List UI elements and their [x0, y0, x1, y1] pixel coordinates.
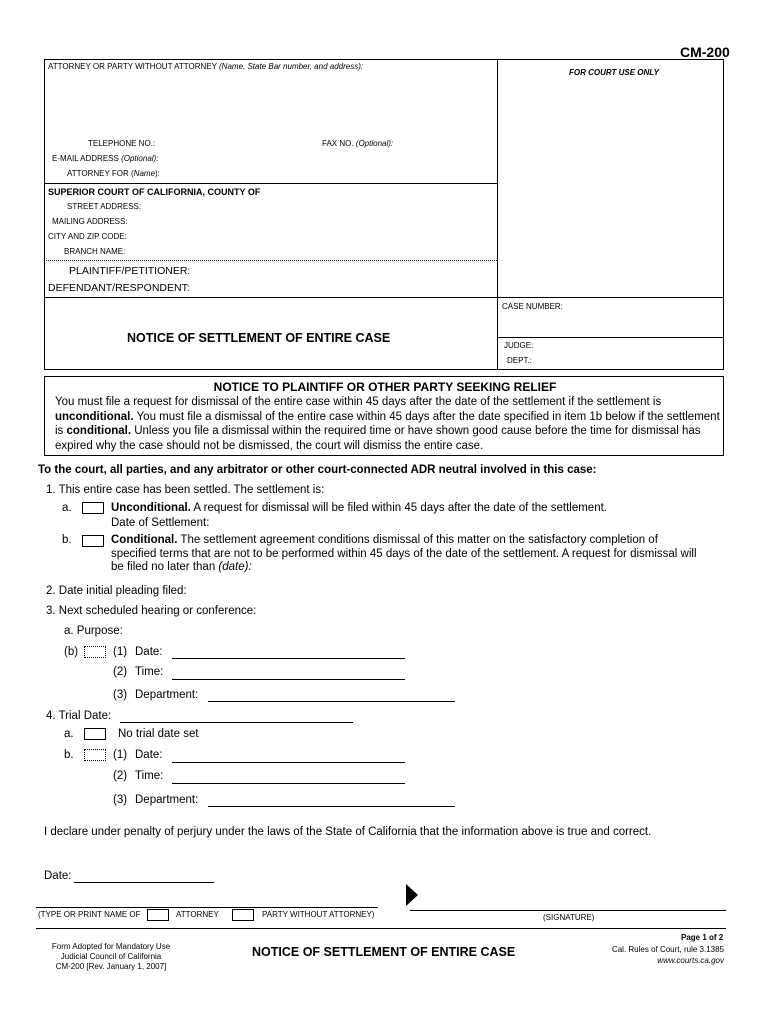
branch-name-label: BRANCH NAME: — [64, 247, 126, 256]
case-number-input[interactable] — [504, 316, 719, 330]
trial-date-detail-input[interactable] — [173, 747, 403, 760]
fax-label: FAX NO. (Optional): — [322, 139, 394, 148]
hearing-time-num: (2) — [113, 666, 128, 678]
date-of-settlement-input[interactable] — [222, 515, 402, 529]
attorney-label: ATTORNEY — [176, 910, 219, 919]
case-title: NOTICE OF SETTLEMENT OF ENTIRE CASE — [127, 331, 391, 345]
party-without-attorney-label: PARTY WITHOUT ATTORNEY) — [262, 910, 375, 919]
party-without-attorney-checkbox[interactable] — [232, 909, 254, 921]
caption-divider — [497, 59, 498, 370]
type-name-label: (TYPE OR PRINT NAME OF — [38, 910, 141, 919]
hearing-dept-input[interactable] — [210, 687, 450, 700]
city-zip-input[interactable] — [140, 229, 490, 241]
hearing-time-label: Time: — [135, 666, 164, 678]
page-number: Page 1 of 2 — [681, 933, 724, 942]
initial-pleading-date-input[interactable] — [200, 583, 450, 597]
date-of-settlement-label: Date of Settlement: — [111, 517, 210, 529]
unconditional-text: Unconditional. A request for dismissal will be filed within 45 days after the date of the settlement. — [111, 502, 607, 514]
item-4b-label: b. — [64, 749, 74, 761]
print-name-input[interactable] — [38, 893, 376, 906]
form-id: CM-200 — [680, 44, 730, 60]
no-trial-date-label: No trial date set — [118, 728, 199, 740]
defendant-label: DEFENDANT/RESPONDENT: — [48, 282, 190, 294]
trial-time-num: (2) — [113, 770, 128, 782]
trial-set-checkbox[interactable] — [84, 749, 106, 761]
dept-label: DEPT.: — [507, 356, 532, 365]
conditional-text: Conditional. The settlement agreement conditions dismissal of this matter on the satisfactory completion of specified terms that are not to be performed within 45 days of the date of the settlement. A request for dismissal will be filed no later than (date): — [111, 534, 697, 573]
item-1a-label: a. — [62, 502, 72, 514]
hearing-date-label: Date: — [135, 646, 163, 658]
item-2: 2. Date initial pleading filed: — [46, 585, 187, 597]
conditional-checkbox[interactable] — [82, 535, 104, 547]
hearing-checkbox[interactable] — [84, 646, 106, 658]
website-link[interactable]: www.courts.ca.gov — [657, 956, 724, 965]
hearing-dept-label: Department: — [135, 689, 199, 701]
footer-rules: Cal. Rules of Court, rule 3.1385 www.courts.ca.gov — [560, 944, 724, 966]
to-court-heading: To the court, all parties, and any arbitrator or other court-connected ADR neutral involved in this case: — [38, 464, 597, 476]
fax-input[interactable] — [396, 136, 491, 148]
hearing-time-input[interactable] — [173, 664, 403, 677]
no-trial-date-checkbox[interactable] — [84, 728, 106, 740]
trial-time-label: Time: — [135, 770, 164, 782]
hearing-dept-num: (3) — [113, 689, 128, 701]
trial-date-num: (1) — [113, 749, 128, 761]
plaintiff-input[interactable] — [200, 263, 490, 276]
street-address-input[interactable] — [140, 199, 490, 211]
telephone-input[interactable] — [158, 136, 308, 148]
judge-label: JUDGE: — [504, 341, 534, 350]
form-adopted: Form Adopted for Mandatory Use Judicial Council of California CM-200 [Rev. January 1, 2007] — [51, 942, 171, 971]
signature-label: (SIGNATURE) — [543, 913, 595, 922]
item-4: 4. Trial Date: — [46, 710, 112, 722]
unconditional-checkbox[interactable] — [82, 502, 104, 514]
signature-date-label: Date: — [44, 870, 72, 882]
trial-dept-input[interactable] — [210, 792, 450, 805]
item-1b-label: b. — [62, 534, 72, 546]
county-input[interactable] — [290, 185, 490, 197]
conditional-date-input[interactable] — [252, 560, 432, 574]
street-address-label: STREET ADDRESS: — [67, 202, 142, 211]
attorney-label: ATTORNEY OR PARTY WITHOUT ATTORNEY (Name, State Bar number, and address): — [48, 62, 364, 71]
item-1: 1. This entire case has been settled. The settlement is: — [46, 484, 325, 496]
attorney-name-address-input[interactable] — [50, 76, 490, 134]
signature-date-input[interactable] — [76, 868, 211, 881]
hearing-date-input[interactable] — [173, 644, 403, 657]
branch-name-input[interactable] — [140, 244, 490, 256]
court-use-label: FOR COURT USE ONLY — [569, 68, 659, 77]
mailing-address-input[interactable] — [140, 214, 490, 226]
item-4a-label: a. — [64, 728, 74, 740]
city-zip-label: CITY AND ZIP CODE: — [48, 232, 127, 241]
notice-title: NOTICE TO PLAINTIFF OR OTHER PARTY SEEKING RELIEF — [213, 380, 557, 394]
item-3b-label: (b) — [64, 646, 79, 658]
attorney-for-input[interactable] — [160, 166, 490, 178]
trial-dept-label: Department: — [135, 794, 199, 806]
email-input[interactable] — [160, 151, 490, 163]
trial-time-input[interactable] — [173, 768, 403, 781]
purpose-input[interactable] — [135, 623, 455, 637]
trial-dept-num: (3) — [113, 794, 128, 806]
signature-input[interactable] — [412, 896, 724, 909]
purpose-label: a. Purpose: — [64, 625, 123, 637]
notice-text: You must file a request for dismissal of the entire case within 45 days after the date of the settlement if the settlement is unconditional. You must file a dismissal of the entire case within 45 days after the date specified in item 1b below if the settlement is conditional. Unless you file a dismissal within the required time or have shown good cause before the time for dismissal has expired why the case should not be dismissed, the court will dismiss the entire case. — [55, 396, 720, 452]
item-3: 3. Next scheduled hearing or conference: — [46, 605, 257, 617]
dept-input[interactable] — [540, 354, 720, 366]
trial-date-input[interactable] — [122, 708, 350, 721]
court-title: SUPERIOR COURT OF CALIFORNIA, COUNTY OF — [48, 187, 261, 197]
telephone-label: TELEPHONE NO.: — [88, 139, 156, 148]
judge-input[interactable] — [540, 339, 720, 351]
email-label: E-MAIL ADDRESS (Optional): — [52, 154, 159, 163]
mailing-address-label: MAILING ADDRESS: — [52, 217, 128, 226]
declaration-text: I declare under penalty of perjury under the laws of the State of California that the information above is true and correct. — [44, 826, 652, 838]
case-number-label: CASE NUMBER: — [502, 302, 563, 311]
trial-date-label: Date: — [135, 749, 163, 761]
defendant-input[interactable] — [200, 280, 490, 293]
footer-title: NOTICE OF SETTLEMENT OF ENTIRE CASE — [252, 945, 516, 959]
attorney-for-label: ATTORNEY FOR (Name): — [67, 169, 160, 178]
plaintiff-label: PLAINTIFF/PETITIONER: — [69, 265, 191, 277]
attorney-checkbox[interactable] — [147, 909, 169, 921]
hearing-date-num: (1) — [113, 646, 128, 658]
